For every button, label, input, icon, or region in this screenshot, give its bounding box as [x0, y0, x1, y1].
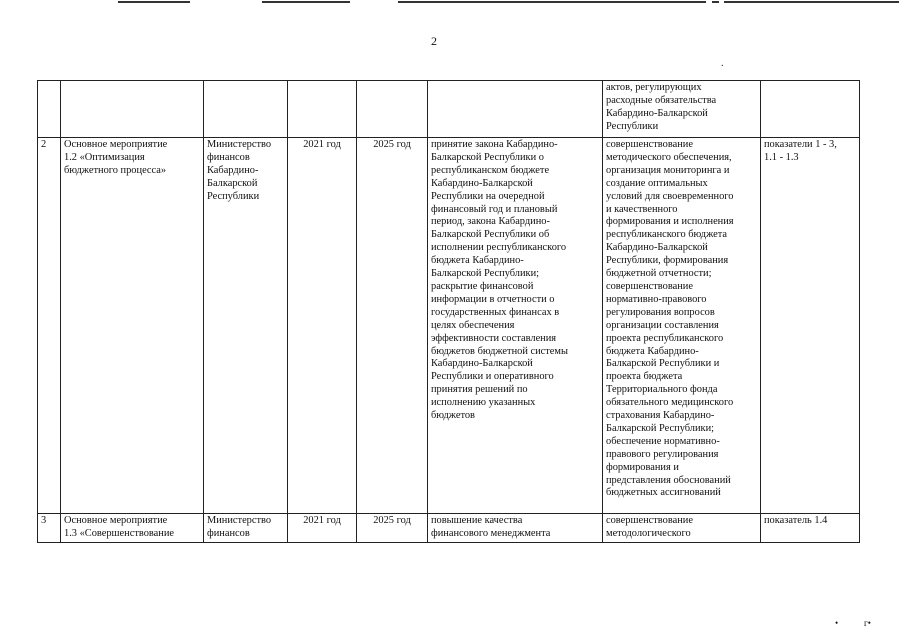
cell-indicators: показатель 1.4: [761, 514, 860, 543]
cell-end-year: 2025 год: [357, 138, 428, 514]
cell-start-year: 2021 год: [288, 514, 357, 543]
cell-num: [38, 81, 61, 138]
cell-num: 3: [38, 514, 61, 543]
table-row-2: [38, 138, 860, 514]
cell-result: принятие закона Кабардино- Балкарской Республики о республиканском бюджете Кабардино-Балкарской Республики на очередной финансовый год и плановый период, закона Кабардино- Балкарской Республики об исполнении республиканского бюджета Кабардино- Балкарской Республики; раскрытие финансовой информации в отчетности о государственных финансах в целях обеспечения эффективности составления бюджетов бюджетной системы Кабардино-Балкарской Республики и оперативного принятия решений по исполнению указанных бюджетов: [428, 138, 603, 514]
cell-event: Основное мероприятие 1.2 «Оптимизация бюджетного процесса»: [61, 138, 204, 514]
top-rule-4: [712, 1, 719, 3]
cell-result: повышение качества финансового менеджмента: [428, 514, 603, 543]
top-rule-5: [724, 1, 899, 3]
top-rule-3: [398, 1, 706, 3]
cell-consequences: актов, регулирующих расходные обязательства Кабардино-Балкарской Республики: [603, 81, 761, 138]
cell-end-year: 2025 год: [357, 514, 428, 543]
scan-dot: .: [721, 58, 724, 69]
table-row-continuation: [38, 81, 860, 138]
top-rule-1: [118, 1, 190, 3]
program-measures-table: [37, 80, 860, 543]
cell-result: [428, 81, 603, 138]
cell-executor: Министерство финансов Кабардино- Балкарской Республики: [204, 138, 288, 514]
scan-mark-1: •: [835, 618, 839, 628]
cell-event: Основное мероприятие 1.3 «Совершенствование: [61, 514, 204, 543]
page-number: 2: [431, 34, 437, 48]
cell-consequences: совершенствование методического обеспечения, организация мониторинга и создание оптимальных условий для своевременного и качественного формирования и исполнения республиканского бюджета Кабардино-Балкарской Республики, формирования бюджетной отчетности; совершенствование нормативно-правового регулирования вопросов организации составления проекта республиканского бюджета Кабардино- Балкарской Республики и проекта бюджета Территориального фонда обязательного медицинского страхования Кабардино- Балкарской Республики; обеспечение нормативно- правового регулирования формирования и представления обоснований бюджетных ассигнований: [603, 138, 761, 514]
cell-start-year: [288, 81, 357, 138]
top-rule-2: [262, 1, 350, 3]
cell-executor: Министерство финансов: [204, 514, 288, 543]
cell-end-year: [357, 81, 428, 138]
scan-mark-2: г•: [864, 618, 871, 628]
cell-num: 2: [38, 138, 61, 514]
cell-indicators: [761, 81, 860, 138]
cell-event: [61, 81, 204, 138]
cell-executor: [204, 81, 288, 138]
cell-consequences: совершенствование методологического: [603, 514, 761, 543]
cell-indicators: показатели 1 - 3, 1.1 - 1.3: [761, 138, 860, 514]
cell-start-year: 2021 год: [288, 138, 357, 514]
table-row-3: [38, 514, 860, 543]
